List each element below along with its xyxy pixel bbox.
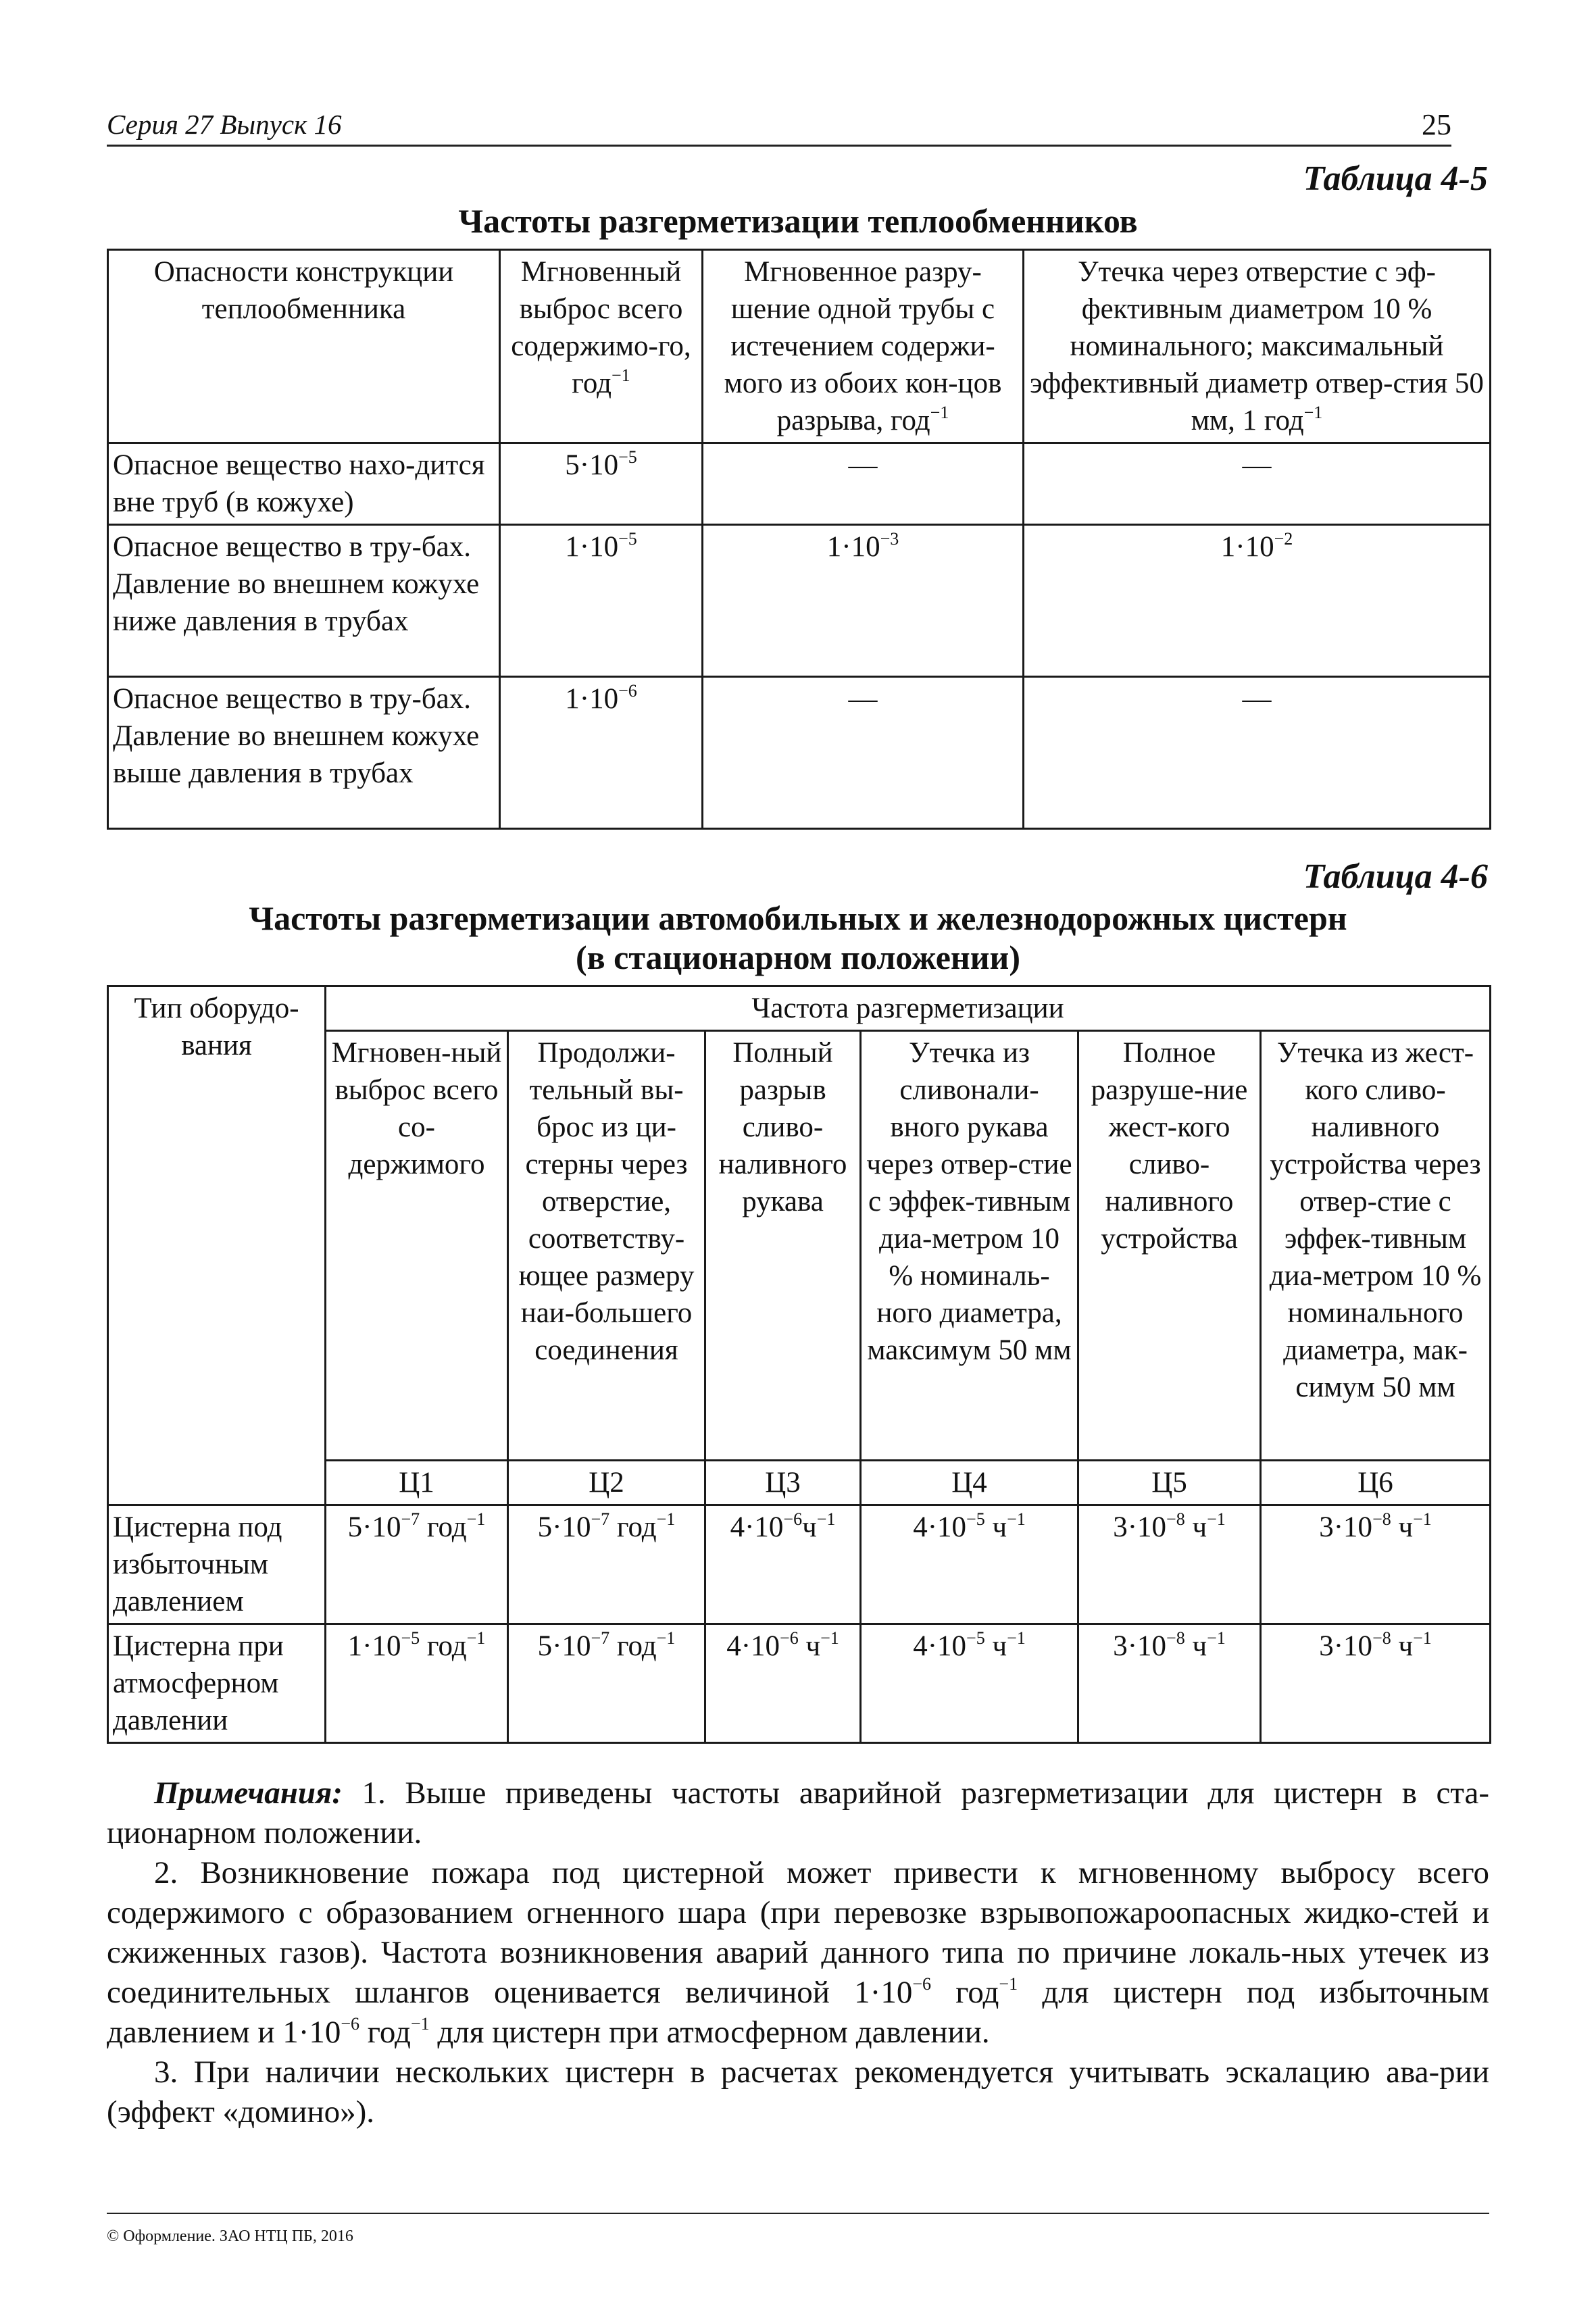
value-cell: $1\cdot 10^{-5}$ год$^{-1}$ bbox=[326, 1624, 508, 1743]
value-cell: $5\cdot 10^{-7}$ год$^{-1}$ bbox=[326, 1505, 508, 1624]
hazard-cell: Опасное вещество нахо-дится вне труб (в кожухе) bbox=[108, 443, 500, 525]
header-cell: Утечка через отверстие с эф-фективным диаметром 10 % номинального; максимальный эффективный диаметр отвер-стия 50 мм, 1 год$^{-1}$ bbox=[1024, 250, 1491, 443]
value-cell: $4\cdot 10^{-5}$ $ч^{-1}$ bbox=[861, 1505, 1078, 1624]
subheader-cell: Полный разрыв сливо-наливного рукава bbox=[705, 1031, 861, 1461]
table-row bbox=[108, 250, 1491, 443]
type-cell: Цистерна при атмосферном давлении bbox=[108, 1624, 326, 1743]
table-4-6-title: Частоты разгерметизации автомобильных и железнодорожных цистерн (в стационарном положении) bbox=[249, 899, 1347, 976]
table-row bbox=[108, 986, 1491, 1031]
table-4-6-label: Таблица 4-6 bbox=[1303, 857, 1488, 896]
value-cell: — bbox=[703, 443, 1024, 525]
value-cell: $5\cdot 10^{-7}$ год$^{-1}$ bbox=[508, 1624, 705, 1743]
header-cell: Опасности конструкции теплообменника bbox=[108, 250, 500, 443]
notes-lead: Примечания: bbox=[154, 1776, 343, 1811]
value-cell: $4\cdot 10^{-6}$ $ч^{-1}$ bbox=[705, 1624, 861, 1743]
value-cell: $5\cdot 10^{-5}$ bbox=[500, 443, 703, 525]
table-row bbox=[108, 1505, 1491, 1624]
series-label: Серия 27 Выпуск 16 bbox=[107, 109, 342, 140]
value-cell: $1\cdot 10^{-2}$ bbox=[1024, 525, 1491, 677]
table-row bbox=[108, 1624, 1491, 1743]
value-cell: $3\cdot 10^{-8}$ $ч^{-1}$ bbox=[1078, 1505, 1261, 1624]
note-1: Примечания: 1. Выше приведены частоты аварийной разгерметизации для цистерн в ста-ционарном положении. bbox=[107, 1776, 1489, 1851]
value-cell: $3\cdot 10^{-8}$ $ч^{-1}$ bbox=[1261, 1505, 1491, 1624]
value-cell: — bbox=[703, 677, 1024, 829]
hazard-cell: Опасное вещество в тру-бах. Давление во внешнем кожухе выше давления в трубах bbox=[108, 677, 500, 829]
value-cell: $1\cdot 10^{-6}$ bbox=[500, 677, 703, 829]
hazard-cell: Опасное вещество в тру-бах. Давление во внешнем кожухе ниже давления в трубах bbox=[108, 525, 500, 677]
code-cell: Ц6 bbox=[1261, 1461, 1491, 1505]
code-cell: Ц4 bbox=[861, 1461, 1078, 1505]
code-cell: Ц1 bbox=[326, 1461, 508, 1505]
value-cell: — bbox=[1024, 443, 1491, 525]
value-cell: $3\cdot 10^{-8}$ $ч^{-1}$ bbox=[1078, 1624, 1261, 1743]
header-cell: Мгновенный выброс всего содержимо-го, год$^{-1}$ bbox=[500, 250, 703, 443]
code-cell: Ц3 bbox=[705, 1461, 861, 1505]
table-row bbox=[108, 525, 1491, 677]
subheader-cell: Утечка из жест-кого сливо-наливного устройства через отвер-стие с эффек-тивным диа-метром 10 % номинального диаметра, мак-симум 50 мм bbox=[1261, 1031, 1491, 1461]
type-header-cell: Тип оборудо-вания bbox=[108, 986, 326, 1505]
group-header-cell: Частота разгерметизации bbox=[326, 986, 1491, 1031]
subheader-cell: Утечка из сливонали-вного рукава через отвер-стие с эффек-тивным диа-метром 10 % номиналь-ного диаметра, максимум 50 мм bbox=[861, 1031, 1078, 1461]
note-3: 3. При наличии нескольких цистерн в расчетах рекомендуется учитывать эскалацию ава-рии (эффект «домино»). bbox=[107, 2055, 1489, 2130]
value-cell: $4\cdot 10^{-6}ч^{-1}$ bbox=[705, 1505, 861, 1624]
table-4-6 bbox=[107, 985, 1491, 1744]
type-cell: Цистерна под избыточным давлением bbox=[108, 1505, 326, 1624]
note-2: 2. Возникновение пожара под цистерной может привести к мгновенному выбросу всего содержимого с образованием огненного шара (при перевозке взрывопожароопасных жидко-стей и сжиженных газов). Частота возникновения аварий данного типа по причине локаль-ных утечек из соединительных шлангов оценивается величиной $1\cdot 10^{-6}$ год$^{-1}$ для цистерн под избыточным давлением и $1\cdot 10^{-6}$ год$^{-1}$ для цистерн при атмосферном давлении. bbox=[107, 1855, 1489, 2050]
value-cell: $1\cdot 10^{-3}$ bbox=[703, 525, 1024, 677]
table-4-5-title: Частоты разгерметизации теплообменников bbox=[458, 202, 1138, 240]
notes-block bbox=[107, 1774, 1489, 2132]
subheader-cell: Мгновен-ный выброс всего со-держимого bbox=[326, 1031, 508, 1461]
code-cell: Ц2 bbox=[508, 1461, 705, 1505]
code-cell: Ц5 bbox=[1078, 1461, 1261, 1505]
footer: © Оформление. ЗАО НТЦ ПБ, 2016 bbox=[107, 2213, 1489, 2246]
value-cell: $3\cdot 10^{-8}$ $ч^{-1}$ bbox=[1261, 1624, 1491, 1743]
subheader-cell: Продолжи-тельный вы-брос из ци-стерны через отверстие, соответству-ющее размеру наи-большего соединения bbox=[508, 1031, 705, 1461]
table-row bbox=[108, 677, 1491, 829]
table-4-5-label: Таблица 4-5 bbox=[1303, 159, 1488, 198]
value-cell: — bbox=[1024, 677, 1491, 829]
table-4-5 bbox=[107, 249, 1491, 830]
value-cell: $5\cdot 10^{-7}$ год$^{-1}$ bbox=[508, 1505, 705, 1624]
table-row bbox=[108, 443, 1491, 525]
page-number: 25 bbox=[1422, 108, 1451, 141]
subheader-cell: Полное разруше-ние жест-кого сливо-наливного устройства bbox=[1078, 1031, 1261, 1461]
value-cell: $4\cdot 10^{-5}$ $ч^{-1}$ bbox=[861, 1624, 1078, 1743]
running-header bbox=[107, 107, 1451, 147]
value-cell: $1\cdot 10^{-5}$ bbox=[500, 525, 703, 677]
header-cell: Мгновенное разру-шение одной трубы с истечением содержи-мого из обоих кон-цов разрыва, год$^{-1}$ bbox=[703, 250, 1024, 443]
